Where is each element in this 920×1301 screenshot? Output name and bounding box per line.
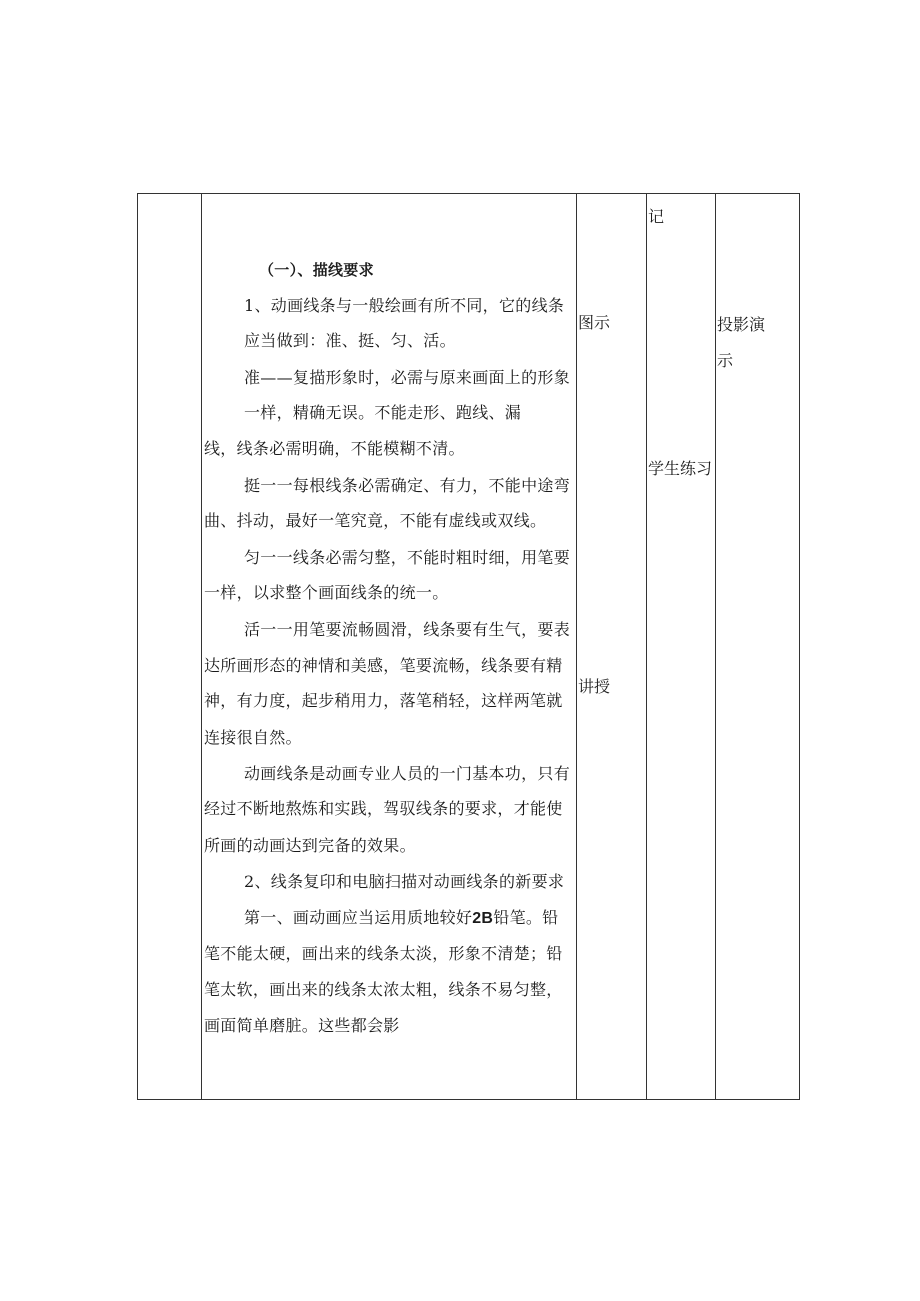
content-line: 挺一一每根线条必需确定、有力，不能中途弯 [244, 476, 571, 495]
content-line: 动画线条是动画专业人员的一门基本功，只有 [244, 764, 571, 783]
content-line: 准——复描形象时，必需与原来画面上的形象 [244, 368, 571, 387]
content-line: 线，线条必需明确，不能模糊不清。 [204, 439, 465, 458]
pencil-grade: 2B [472, 910, 494, 927]
method-lecture: 讲授 [578, 677, 611, 696]
content-line: 神，有力度，起步稍用力，落笔稍轻，这样两笔就 [204, 691, 563, 710]
content-line: 连接很自然。 [204, 728, 302, 747]
content-line: 应当做到：准、挺、匀、活。 [244, 331, 456, 350]
content-line: 1、动画线条与一般绘画有所不同，它的线条 [244, 296, 565, 315]
content-line: 画面简单磨脏。这些都会影 [204, 1016, 400, 1035]
lesson-table [137, 193, 800, 1100]
content-line: 活一一用笔要流畅圆滑，线条要有生气，要表 [244, 620, 571, 639]
content-line: 一样，以求整个画面线条的统一。 [204, 583, 449, 602]
content-line: 一样，精确无误。不能走形、跑线、漏 [244, 403, 522, 422]
content-line: 笔太软，画出来的线条太浓太粗，线条不易匀整， [204, 980, 563, 999]
content-line: 达所画形态的神情和美感，笔要流畅，线条要有精 [204, 656, 563, 675]
content-line-part: 第一、画动画应当运用质地较好 [244, 908, 473, 927]
content-line: 2、线条复印和电脑扫描对动画线条的新要求 [244, 872, 565, 891]
section-heading: （一）、描线要求 [259, 261, 374, 279]
column-divider [646, 194, 647, 1099]
column-divider [715, 194, 716, 1099]
content-line: 经过不断地熬炼和实践，驾驭线条的要求，才能使 [204, 799, 563, 818]
media-projection-cont: 示 [717, 351, 734, 370]
content-line: 笔不能太硬，画出来的线条太淡，形象不清楚；铅 [204, 944, 563, 963]
content-line [244, 908, 558, 929]
content-line: 匀一一线条必需匀整，不能时粗时细，用笔要 [244, 548, 571, 567]
method-diagram: 图示 [578, 313, 611, 332]
student-note: 记 [648, 207, 665, 226]
content-line-part: 铅笔。铅 [493, 908, 559, 927]
media-projection: 投影演 [717, 315, 766, 334]
content-line: 所画的动画达到完备的效果。 [204, 836, 416, 855]
student-practice: 学生练习 [648, 459, 713, 478]
content-line: 曲、抖动，最好一笔究竟，不能有虚线或双线。 [204, 511, 547, 530]
column-divider [576, 194, 577, 1099]
teaching-content-cell [202, 194, 576, 1099]
